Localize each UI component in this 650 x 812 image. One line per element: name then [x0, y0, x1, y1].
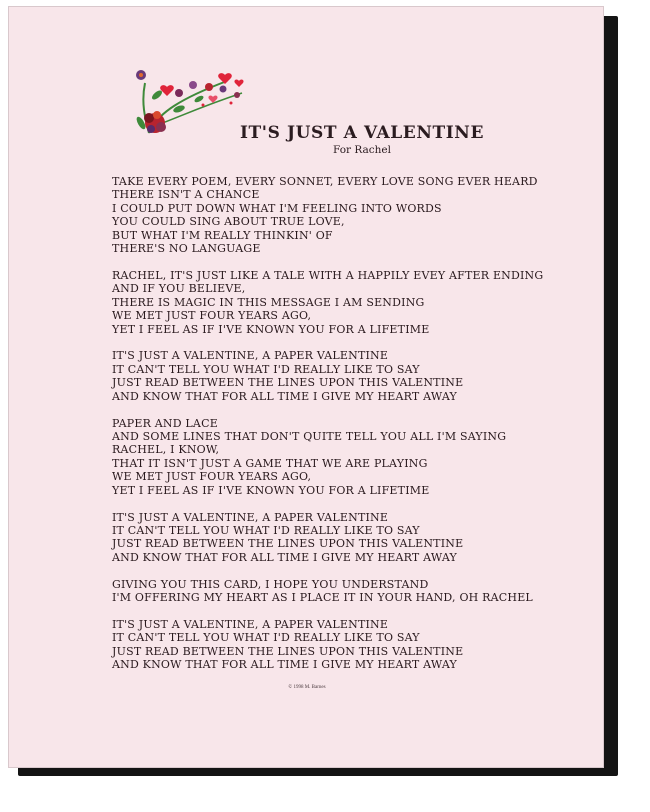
poem-line: RACHEL, I KNOW,: [112, 443, 220, 457]
poem-body: [112, 175, 592, 685]
poem-line: THERE'S NO LANGUAGE: [112, 242, 261, 256]
poem-line: AND SOME LINES THAT DON'T QUITE TELL YOU ALL I'M SAYING: [112, 430, 507, 443]
poem-line: IT'S JUST A VALENTINE, A PAPER VALENTINE: [112, 510, 389, 524]
stanza: [112, 511, 592, 565]
poem-line: IT CAN'T TELL YOU WHAT I'D REALLY LIKE TO SAY: [112, 631, 420, 645]
stanza: [112, 578, 592, 605]
poem-line: JUST READ BETWEEN THE LINES UPON THIS VALENTINE: [112, 376, 464, 390]
poem-line: YET I FEEL AS IF I'VE KNOWN YOU FOR A LIFETIME: [112, 483, 430, 497]
stanza: [112, 269, 592, 336]
poem-line: GIVING YOU THIS CARD, I HOPE YOU UNDERSTAND: [112, 577, 429, 591]
poem-line: JUST READ BETWEEN THE LINES UPON THIS VALENTINE: [112, 644, 464, 658]
poem-line: I COULD PUT DOWN WHAT I'M FEELING INTO WORDS: [112, 201, 442, 215]
copyright-notice: © 1998 M. Barnes: [288, 685, 326, 690]
poem-line: RACHEL, IT'S JUST LIKE A TALE WITH A HAPPILY EVEY AFTER ENDING: [112, 268, 544, 282]
poem-line: IT'S JUST A VALENTINE, A PAPER VALENTINE: [112, 349, 389, 363]
poem-line: THAT IT ISN'T JUST A GAME THAT WE ARE PLAYING: [112, 456, 428, 470]
poem-line: TAKE EVERY POEM, EVERY SONNET, EVERY LOVE SONG EVER HEARD: [112, 175, 538, 188]
poem-line: PAPER AND LACE: [112, 416, 218, 430]
poem-line: IT CAN'T TELL YOU WHAT I'D REALLY LIKE TO SAY: [112, 523, 420, 537]
stanza: [112, 618, 592, 672]
poem-line: BUT WHAT I'M REALLY THINKIN' OF: [112, 228, 333, 242]
stanza: [112, 417, 592, 497]
poem-dedication: For Rachel: [332, 144, 391, 156]
poem-line: I'M OFFERING MY HEART AS I PLACE IT IN YOUR HAND, OH RACHEL: [112, 591, 533, 605]
poem-line: AND KNOW THAT FOR ALL TIME I GIVE MY HEART AWAY: [112, 389, 457, 403]
poem-line: THERE IS MAGIC IN THIS MESSAGE I AM SENDING: [112, 295, 425, 309]
poem-line: JUST READ BETWEEN THE LINES UPON THIS VALENTINE: [112, 537, 464, 551]
poem-line: WE MET JUST FOUR YEARS AGO,: [112, 309, 312, 323]
poem-line: THERE ISN'T A CHANCE: [112, 188, 260, 202]
poem-line: AND IF YOU BELIEVE,: [112, 282, 246, 296]
poem-line: AND KNOW THAT FOR ALL TIME I GIVE MY HEART AWAY: [112, 658, 457, 672]
stanza: [112, 175, 592, 255]
poem-line: IT'S JUST A VALENTINE, A PAPER VALENTINE: [112, 617, 389, 631]
stanza: [112, 349, 592, 403]
poem-sheet: [8, 6, 604, 768]
poem-line: IT CAN'T TELL YOU WHAT I'D REALLY LIKE TO SAY: [112, 362, 420, 376]
poem-line: YET I FEEL AS IF I'VE KNOWN YOU FOR A LIFETIME: [112, 322, 430, 336]
poem-title: IT'S JUST A VALENTINE: [239, 123, 485, 143]
poem-line: AND KNOW THAT FOR ALL TIME I GIVE MY HEART AWAY: [112, 550, 457, 564]
poem-line: WE MET JUST FOUR YEARS AGO,: [112, 470, 312, 484]
poem-line: YOU COULD SING ABOUT TRUE LOVE,: [112, 215, 345, 229]
